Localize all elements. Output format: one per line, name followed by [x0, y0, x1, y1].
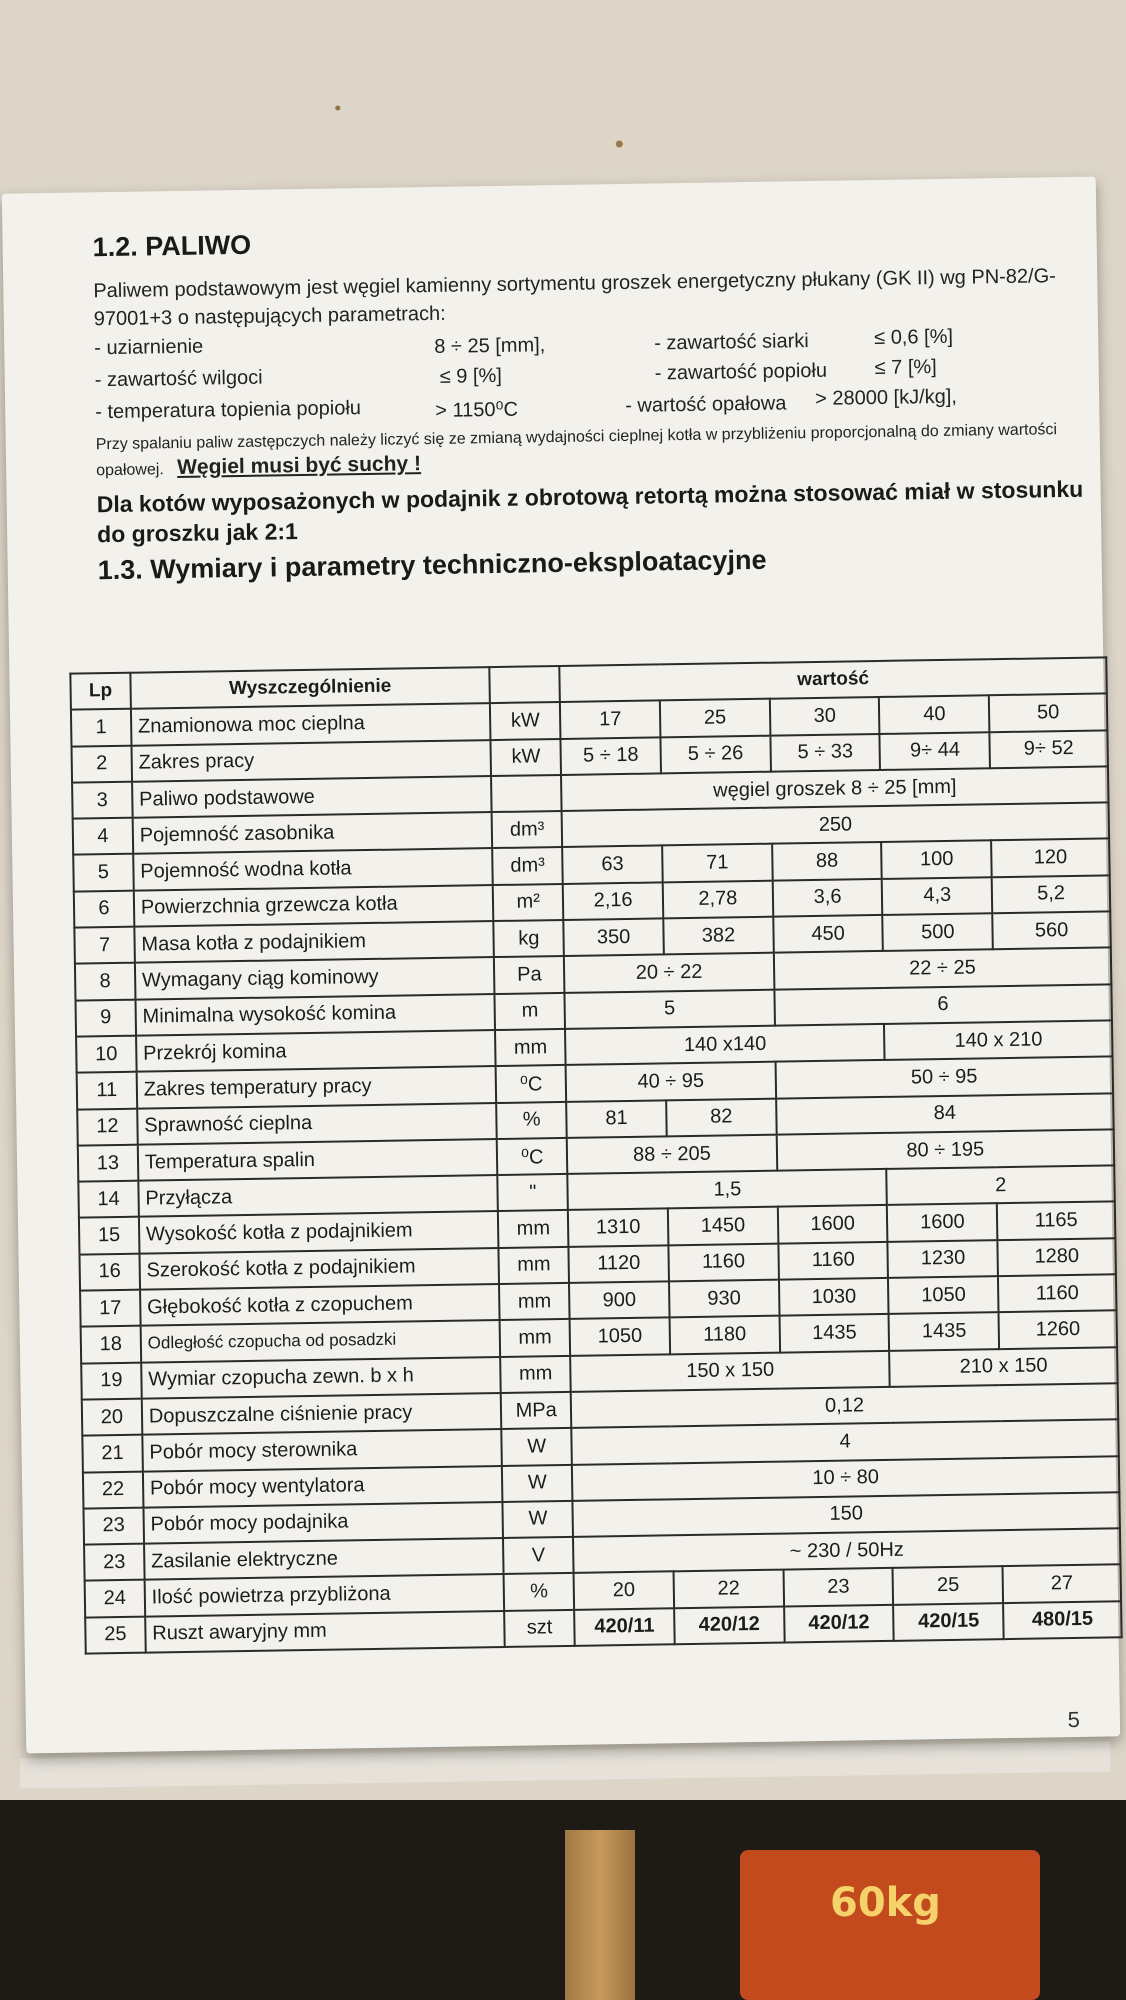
row-value: 1280 — [998, 1238, 1116, 1276]
row-unit: ⁰C — [497, 1138, 567, 1175]
row-value: 900 — [569, 1281, 669, 1319]
row-lp: 24 — [85, 1580, 145, 1617]
row-lp: 2 — [72, 745, 132, 782]
row-value: 6 — [774, 984, 1112, 1026]
row-value: 88 ÷ 205 — [567, 1134, 777, 1174]
row-unit: dm³ — [492, 847, 562, 884]
param-siarka-label: - zawartość siarki — [654, 330, 809, 355]
row-value: 22 — [674, 1570, 784, 1608]
tape-roll — [740, 1850, 1040, 2000]
row-lp: 5 — [73, 854, 133, 891]
row-value: 1,5 — [567, 1169, 887, 1210]
note-text: Przy spalaniu paliw zastępczych należy liczyć się ze zmianą wydajności cieplnej kotła w przybliżeniu proporcjonalną do zmiany wartości opałowej. — [95, 421, 1058, 480]
row-value: 2 — [887, 1165, 1115, 1205]
tape-label: 60kg — [830, 1880, 941, 1926]
parameters-table — [69, 656, 1122, 1654]
row-value: 0,12 — [571, 1383, 1118, 1428]
row-value: 350 — [563, 918, 663, 956]
row-lp: 23 — [84, 1544, 144, 1581]
row-lp: 25 — [85, 1616, 145, 1653]
substitute-fuel-note — [96, 418, 1087, 484]
page-number: 5 — [1067, 1706, 1081, 1733]
param-siarka-value: ≤ 0,6 [%] — [874, 325, 954, 350]
param-popiol-value: ≤ 7 [%] — [874, 356, 937, 379]
row-lp: 9 — [75, 999, 135, 1036]
param-opal-label: - wartość opałowa — [625, 392, 787, 417]
row-value: 88 — [772, 842, 882, 880]
row-unit: % — [496, 1101, 566, 1138]
row-value: 1450 — [668, 1207, 778, 1245]
row-value: 22 ÷ 25 — [774, 948, 1112, 990]
row-name: Pobór mocy wentylatora — [143, 1466, 503, 1508]
row-lp: 4 — [73, 818, 133, 855]
row-name: Minimalna wysokość komina — [135, 994, 495, 1036]
row-name: Znamionowa moc cieplna — [131, 703, 491, 745]
row-name: Zasilanie elektryczne — [144, 1538, 504, 1580]
row-value: 120 — [991, 839, 1109, 877]
row-value: 450 — [773, 915, 883, 953]
row-name: Wymagany ciąg kominowy — [135, 957, 495, 999]
row-lp: 7 — [74, 927, 134, 964]
row-value: 930 — [669, 1280, 779, 1318]
row-name: Wysokość kotła z podajnikiem — [139, 1211, 499, 1253]
row-value: 9÷ 52 — [990, 730, 1108, 768]
row-value: 1160 — [998, 1274, 1116, 1312]
row-unit: mm — [495, 1029, 565, 1066]
row-value: 4 — [571, 1420, 1118, 1465]
header-name: Wyszczególnienie — [130, 667, 490, 709]
row-lp: 18 — [81, 1326, 141, 1363]
row-value: węgiel groszek 8 ÷ 25 [mm] — [561, 766, 1108, 811]
row-unit: W — [502, 1464, 572, 1501]
row-name: Sprawność cieplna — [137, 1103, 497, 1145]
row-unit: kW — [490, 702, 560, 739]
row-name: Masa kotła z podajnikiem — [134, 921, 494, 963]
row-value: 150 — [573, 1492, 1120, 1537]
header-unit — [490, 666, 560, 703]
row-value: 71 — [662, 844, 772, 882]
row-value: 1310 — [568, 1209, 668, 1247]
row-value: 4,3 — [882, 877, 992, 915]
param-uziarnienie-label: - uziarnienie — [94, 335, 204, 360]
table-title: 1.3. Wymiary i parametry techniczno-eksploatacyjne — [97, 544, 767, 586]
row-value: 84 — [776, 1093, 1114, 1135]
row-value: 2,78 — [663, 880, 773, 918]
row-value: 140 x140 — [565, 1024, 885, 1065]
table-body — [71, 694, 1122, 1654]
row-lp: 21 — [82, 1435, 142, 1472]
row-value: 1180 — [670, 1316, 780, 1354]
row-value: 9÷ 44 — [880, 732, 990, 770]
row-unit: Pa — [494, 956, 564, 993]
param-wilgoc-value: ≤ 9 [%] — [439, 364, 503, 388]
row-value: ~ 230 / 50Hz — [573, 1528, 1120, 1573]
row-name: Ruszt awaryjny mm — [145, 1611, 505, 1653]
row-unit: ⁰C — [496, 1065, 566, 1102]
header-value: wartość — [559, 657, 1106, 702]
row-value: 1230 — [888, 1240, 998, 1278]
row-value: 3,6 — [772, 879, 882, 917]
row-value: 5 ÷ 18 — [561, 737, 661, 775]
row-name: Odległość czopucha od posadzki — [140, 1320, 500, 1362]
header-lp: Lp — [70, 673, 130, 710]
row-value: 50 — [989, 694, 1107, 732]
fuel-parameters — [94, 318, 1085, 430]
param-uziarnienie-value: 8 ÷ 25 [mm], — [434, 334, 546, 358]
row-lp: 12 — [77, 1108, 137, 1145]
row-value: 140 x 210 — [884, 1020, 1112, 1060]
intro-paragraph: Paliwem podstawowym jest węgiel kamienny sortymentu groszek energetyczny płukany (GK II) wg PN-82/G-97001+3 o następujących parametrach: — [93, 265, 1057, 331]
row-value: 420/12 — [784, 1605, 894, 1643]
row-unit: MPa — [501, 1392, 571, 1429]
row-value: 5 — [565, 989, 775, 1029]
row-value: 1600 — [778, 1205, 888, 1243]
row-value: 40 — [879, 696, 989, 734]
row-unit: kW — [491, 739, 561, 776]
row-name: Szerokość kotła z podajnikiem — [139, 1248, 499, 1290]
row-value: 25 — [660, 699, 770, 737]
row-lp: 22 — [83, 1471, 143, 1508]
row-unit — [491, 775, 561, 812]
row-value: 560 — [992, 911, 1110, 949]
row-name: Powierzchnia grzewcza kotła — [134, 885, 494, 927]
row-lp: 10 — [76, 1036, 136, 1073]
row-lp: 20 — [82, 1399, 142, 1436]
row-lp: 11 — [77, 1072, 137, 1109]
row-name: Zakres pracy — [131, 740, 491, 782]
row-value: 382 — [663, 917, 773, 955]
row-unit: mm — [498, 1210, 568, 1247]
retort-note: Dla kotów wyposażonych w podajnik z obrotową retortą można stosować miał w stosunku do groszku jak 2:1 — [96, 475, 1084, 548]
row-name: Paliwo podstawowe — [132, 776, 492, 818]
row-value: 1030 — [779, 1278, 889, 1316]
row-value: 40 ÷ 95 — [566, 1062, 776, 1102]
row-lp: 13 — [78, 1145, 138, 1182]
row-value: 2,16 — [563, 882, 663, 920]
row-name: Zakres temperatury pracy — [136, 1066, 496, 1108]
note-emphasis: Węgiel musi być suchy ! — [176, 452, 422, 479]
row-name: Pojemność wodna kotła — [133, 849, 493, 891]
row-value: 20 ÷ 22 — [564, 953, 774, 993]
row-lp: 19 — [81, 1362, 141, 1399]
row-value: 1050 — [888, 1276, 998, 1314]
row-name: Pojemność zasobnika — [132, 812, 492, 854]
row-name: Pobór mocy podajnika — [143, 1502, 503, 1544]
param-opal-value: > 28000 [kJ/kg], — [814, 385, 958, 410]
row-value: 1165 — [997, 1202, 1115, 1240]
row-unit: W — [502, 1428, 572, 1465]
row-value: 420/15 — [894, 1603, 1004, 1641]
row-value: 1120 — [569, 1245, 669, 1283]
row-unit: m² — [493, 884, 563, 921]
param-popiol-label: - zawartość popiołu — [654, 359, 828, 385]
row-name: Ilość powietrza przybliżona — [144, 1574, 504, 1616]
row-value: 80 ÷ 195 — [776, 1129, 1114, 1171]
row-value: 1160 — [778, 1242, 888, 1280]
row-name: Przekrój komina — [136, 1030, 496, 1072]
row-lp: 8 — [75, 963, 135, 1000]
row-value: 1050 — [570, 1318, 670, 1356]
row-value: 1160 — [668, 1243, 778, 1281]
row-name: Pobór mocy sterownika — [142, 1429, 502, 1471]
param-temp-label: - temperatura topienia popiołu — [95, 397, 362, 424]
row-value: 420/12 — [674, 1606, 784, 1644]
row-value: 1600 — [887, 1204, 997, 1242]
row-value: 480/15 — [1003, 1601, 1121, 1639]
row-value: 25 — [893, 1567, 1003, 1605]
row-value: 10 ÷ 80 — [572, 1456, 1119, 1501]
row-lp: 3 — [72, 782, 132, 819]
row-value: 81 — [566, 1100, 666, 1138]
document-page — [2, 177, 1120, 1754]
row-value: 250 — [562, 803, 1109, 848]
page-content — [88, 217, 1094, 1646]
row-unit: kg — [494, 920, 564, 957]
row-value: 20 — [574, 1572, 674, 1610]
row-value: 150 x 150 — [570, 1351, 890, 1392]
row-value: 5 ÷ 33 — [770, 734, 880, 772]
row-unit: szt — [504, 1610, 574, 1647]
param-temp-value: > 1150⁰C — [435, 398, 519, 422]
wood-strip — [565, 1830, 635, 2000]
row-value: 5,2 — [992, 875, 1110, 913]
section-title: 1.2. PALIWO — [92, 229, 252, 263]
row-value: 17 — [560, 701, 660, 739]
row-name: Wymiar czopucha zewn. b x h — [141, 1357, 501, 1399]
row-unit: " — [498, 1174, 568, 1211]
row-lp: 17 — [80, 1290, 140, 1327]
row-value: 1260 — [999, 1311, 1117, 1349]
row-value: 210 x 150 — [890, 1347, 1118, 1387]
row-value: 27 — [1003, 1565, 1121, 1603]
row-value: 50 ÷ 95 — [775, 1057, 1113, 1099]
row-value: 1435 — [779, 1314, 889, 1352]
row-lp: 23 — [83, 1507, 143, 1544]
row-unit: W — [503, 1501, 573, 1538]
row-value: 420/11 — [574, 1608, 674, 1646]
row-unit: m — [495, 993, 565, 1030]
row-unit: mm — [499, 1247, 569, 1284]
row-value: 63 — [562, 846, 662, 884]
row-lp: 6 — [74, 890, 134, 927]
row-name: Dopuszczalne ciśnienie pracy — [142, 1393, 502, 1435]
row-value: 100 — [882, 841, 992, 879]
row-unit: mm — [499, 1283, 569, 1320]
row-name: Przyłącza — [138, 1175, 498, 1217]
row-value: 23 — [783, 1568, 893, 1606]
param-wilgoc-label: - zawartość wilgoci — [94, 366, 263, 392]
row-value: 5 ÷ 26 — [660, 735, 770, 773]
row-lp: 14 — [78, 1181, 138, 1218]
row-value: 30 — [770, 697, 880, 735]
row-name: Głębokość kotła z czopuchem — [140, 1284, 500, 1326]
row-unit: % — [504, 1573, 574, 1610]
row-value: 500 — [883, 913, 993, 951]
row-lp: 1 — [71, 709, 131, 746]
row-lp: 16 — [79, 1253, 139, 1290]
row-unit: mm — [500, 1356, 570, 1393]
row-value: 1435 — [889, 1313, 999, 1351]
row-unit: V — [503, 1537, 573, 1574]
row-unit: dm³ — [492, 811, 562, 848]
row-name: Temperatura spalin — [138, 1139, 498, 1181]
row-lp: 15 — [79, 1217, 139, 1254]
row-value: 82 — [666, 1098, 776, 1136]
row-unit: mm — [500, 1319, 570, 1356]
